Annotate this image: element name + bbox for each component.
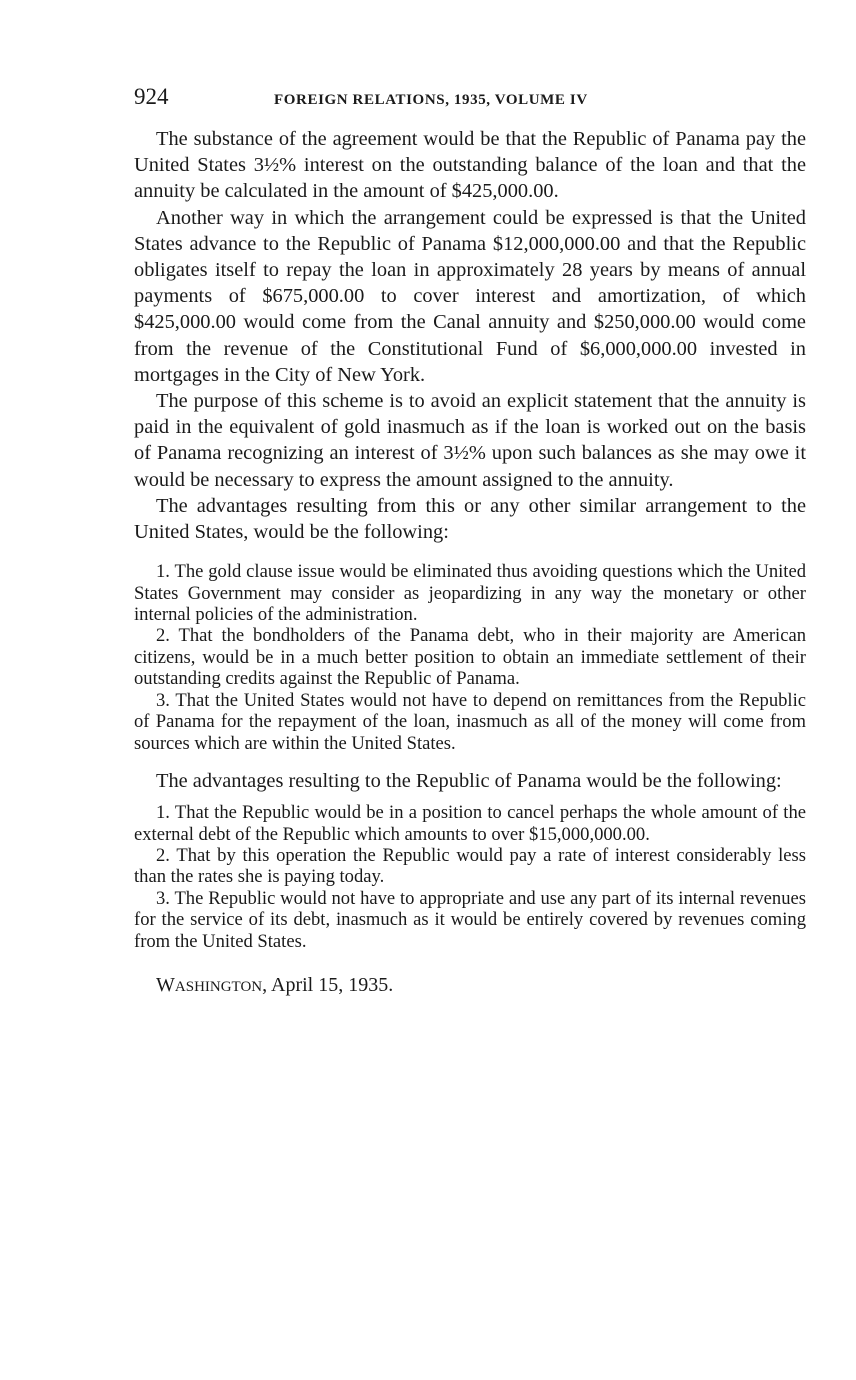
list-item: 3. The Republic would not have to appropriate and use any part of its internal revenues for the service of its debt, inasmuch as it would be entirely covered by revenues coming from the United States. [134,887,806,952]
list-item: 2. That the bondholders of the Panama debt, who in their majority are American citizens, would be in a much better position to obtain an immediate settlement of their outstanding credits against the Republic of Panama. [134,625,806,690]
us-advantages-list [134,561,806,754]
place-rest: ASHINGTON [174,978,263,995]
list-item: 1. The gold clause issue would be eliminated thus avoiding questions which the United States Government may consider as jeopardizing in any way the monetary or other internal policies of the administration. [134,561,806,626]
list-item: 1. That the Republic would be in a position to cancel perhaps the whole amount of the external debt of the Republic which amounts to over $15,000,000.00. [134,802,806,845]
place-date-line [134,972,806,1000]
date-text: , April 15, 1935. [262,973,394,996]
page-header [134,84,806,114]
list-item: 3. That the United States would not have to depend on remittances from the Republic of Panama for the repayment of the loan, inasmuch as all of the money will come from sources which are within the United States. [134,689,806,754]
paragraph-agreement-substance: The substance of the agreement would be that the Republic of Panama pay the United States 3½% interest on the outstanding balance of the loan and that the annuity be calculated in the amount of $425,000.00. [134,128,806,203]
paragraph-us-advantages-intro: The advantages resulting from this or any other similar arrangement to the United States, would be the following: [134,494,806,544]
paragraph-panama-advantages-intro: The advantages resulting to the Republic of Panama would be the following: [156,769,782,792]
paragraph-scheme-purpose: The purpose of this scheme is to avoid an explicit statement that the annuity is paid in the equivalent of gold inasmuch as if the loan is worked out on the basis of Panama recognizing an interest of 3½% upon such balances as she may owe it would be necessary to express the amount assigned to the annuity. [134,390,806,491]
running-head: FOREIGN RELATIONS, 1935, VOLUME IV [274,92,588,108]
place-initial: W [156,973,175,996]
document-page [134,84,806,1000]
page-number: 924 [134,84,169,109]
list-item: 2. That by this operation the Republic would pay a rate of interest considerably less than the rates she is paying today. [134,844,806,888]
panama-advantages-list [134,802,806,952]
paragraph-arrangement-alternative: Another way in which the arrangement could be expressed is that the United States advance to the Republic of Panama $12,000,000.00 and that the Republic obligates itself to repay the loan in approximately 28 years by means of annual payments of $675,000.00 to cover interest and amortization, of which $425,000.00 would come from the Canal annuity and $250,000.00 would come from the revenue of the Constitutional Fund of $6,000,000.00 invested in mortgages in the City of New York. [134,206,806,386]
